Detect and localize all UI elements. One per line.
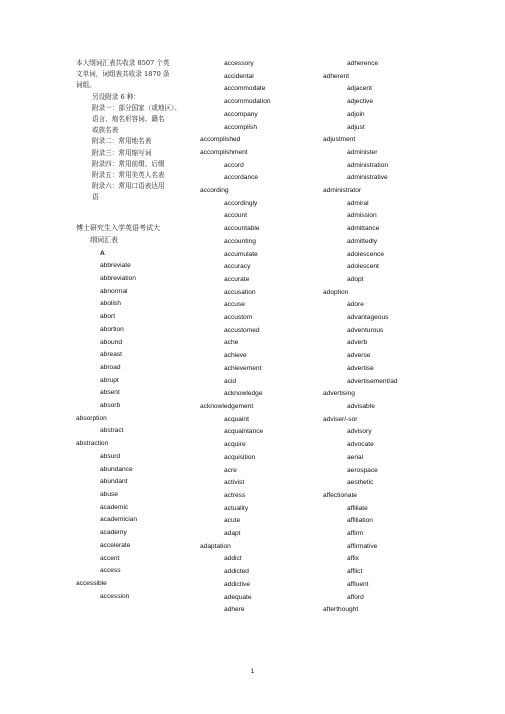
vocab-word: administrative xyxy=(347,174,388,182)
vocab-word: accustomed xyxy=(224,326,260,334)
word-list-3 xyxy=(323,58,453,617)
vocab-word: addictive xyxy=(224,580,251,588)
vocab-word: academic xyxy=(100,503,129,511)
intro-text xyxy=(76,58,196,204)
vocab-word: abbreviate xyxy=(100,262,131,270)
vocab-word: addicted xyxy=(224,568,249,576)
vocab-word: affluent xyxy=(347,580,369,588)
vocab-word: admittance xyxy=(347,225,380,233)
vocab-word: academy xyxy=(100,529,127,537)
vocab-word: accessory xyxy=(224,60,254,67)
section-title-line-1: 博士研究生入学英语考试大 xyxy=(76,223,160,232)
vocab-word: advisable xyxy=(347,402,375,410)
vocab-word: admission xyxy=(347,212,377,220)
right-column xyxy=(323,58,453,617)
vocab-word: accession xyxy=(100,592,130,600)
vocab-word: abstraction xyxy=(76,440,109,448)
vocab-word: abstract xyxy=(100,427,124,435)
vocab-word: accumulate xyxy=(224,250,258,258)
section-title xyxy=(76,222,196,246)
vocab-word: acre xyxy=(224,466,237,474)
vocab-word: accommodate xyxy=(224,85,266,93)
vocab-word: actuality xyxy=(224,504,249,512)
word-list-2 xyxy=(200,58,318,617)
vocab-word: acquaintance xyxy=(224,428,264,436)
intro-line: 附录二：常用地名表 xyxy=(92,137,152,146)
vocab-word: accordingly xyxy=(224,199,258,207)
vocab-word: actress xyxy=(224,491,246,499)
vocab-word: advertise xyxy=(347,364,374,372)
vocab-word: adherence xyxy=(347,60,379,67)
vocab-word: adolescence xyxy=(347,250,385,258)
vocab-word: accelerate xyxy=(100,541,131,549)
vocab-word: achieve xyxy=(224,352,247,360)
vocab-word: activist xyxy=(224,479,245,487)
vocab-word: admittedly xyxy=(347,237,378,245)
vocab-word: absent xyxy=(100,389,120,397)
intro-line: 另设附录 6 种： xyxy=(92,92,140,101)
vocab-word: adequate xyxy=(224,593,252,601)
vocab-word: accuse xyxy=(224,301,245,309)
vocab-word: accommodation xyxy=(224,98,271,106)
vocab-word: adviser/-sor xyxy=(323,415,358,423)
intro-line: 语言、炮名形容词、籍名 xyxy=(92,115,165,124)
vocab-word: adolescent xyxy=(347,263,379,271)
vocab-word: adjust xyxy=(347,123,365,131)
vocab-word: acquisition xyxy=(224,453,256,461)
vocab-word: affirmative xyxy=(347,542,378,550)
vocab-word: account xyxy=(224,212,248,220)
vocab-word: accountable xyxy=(224,225,260,233)
word-list-1 xyxy=(76,248,196,604)
vocab-word: advertisement/ad xyxy=(347,377,398,385)
vocab-word: according xyxy=(200,187,229,195)
vocab-word: adverse xyxy=(347,352,371,360)
vocab-word: abundant xyxy=(100,478,128,486)
vocab-word: afterthought xyxy=(323,606,359,614)
vocab-word: affiliate xyxy=(347,504,368,512)
vocab-word: administrator xyxy=(323,187,362,195)
vocab-word: advertising xyxy=(323,390,355,398)
intro-line: 附录一：部分国家（或地区）、 xyxy=(92,103,182,112)
vocab-word: abroad xyxy=(100,363,121,371)
vocab-word: acquire xyxy=(224,441,246,449)
vocab-word: adaptation xyxy=(200,542,231,550)
vocab-word: academician xyxy=(100,516,138,524)
vocab-word: accusation xyxy=(224,288,256,296)
vocab-word: adhere xyxy=(224,606,245,614)
vocab-word: abort xyxy=(100,313,116,321)
vocab-word: abolish xyxy=(100,300,121,308)
vocab-word: acquaint xyxy=(224,415,249,423)
vocab-word: advisory xyxy=(347,428,372,436)
intro-line: 本大纲词汇表共收录 8507 个英 xyxy=(76,59,170,67)
intro-line: 语 xyxy=(92,193,99,202)
vocab-word: acute xyxy=(224,517,241,525)
vocab-word: accord xyxy=(224,161,244,169)
intro-line: 词组。 xyxy=(76,81,96,90)
vocab-word: addict xyxy=(224,555,242,563)
vocab-word: aerial xyxy=(347,453,364,461)
vocab-word: adjustment xyxy=(323,136,356,144)
vocab-word: abundance xyxy=(100,465,133,473)
vocab-word: abreast xyxy=(100,351,122,359)
vocab-word: accomplished xyxy=(200,136,241,144)
vocab-word: abrupt xyxy=(100,376,119,384)
intro-line: 或族名表 xyxy=(92,126,119,135)
vocab-word: accompany xyxy=(224,110,258,118)
vocab-word: accessible xyxy=(76,579,107,587)
middle-column xyxy=(200,58,318,617)
vocab-word: ache xyxy=(224,339,239,347)
vocab-word: adjective xyxy=(347,98,374,106)
vocab-word: affiliation xyxy=(347,517,373,525)
vocab-word: affix xyxy=(347,555,359,563)
vocab-word: accounting xyxy=(224,237,256,245)
intro-line: 文单词，词组表共收录 1870 条 xyxy=(76,70,170,79)
vocab-word: absorb xyxy=(100,402,121,410)
vocab-word: achievement xyxy=(224,364,262,372)
vocab-word: adherent xyxy=(323,72,350,80)
section-title-line-2: 纲词汇表 xyxy=(90,235,118,244)
letter-heading: A xyxy=(100,249,105,257)
vocab-word: afflict xyxy=(347,568,363,576)
vocab-word: administration xyxy=(347,161,389,169)
vocab-word: accuracy xyxy=(224,263,251,271)
left-column xyxy=(76,58,196,603)
vocab-word: adjoin xyxy=(347,110,365,118)
vocab-word: adoption xyxy=(323,288,349,296)
vocab-word: aesthetic xyxy=(347,479,374,487)
vocab-word: accent xyxy=(100,554,120,562)
vocab-word: acid xyxy=(224,377,237,385)
vocab-word: abound xyxy=(100,338,123,346)
intro-line: 附录四：常用前缀、后缀 xyxy=(92,159,165,168)
intro-line: 附录六：常用口语表达用 xyxy=(92,182,165,191)
vocab-word: abuse xyxy=(100,491,118,498)
vocab-word: accustom xyxy=(224,314,253,322)
page-number: 1 xyxy=(250,668,255,675)
vocab-word: absorption xyxy=(76,414,107,422)
vocab-word: adopt xyxy=(347,275,364,283)
vocab-word: accordance xyxy=(224,174,259,182)
vocab-word: advantageous xyxy=(347,314,389,322)
vocab-word: abnormal xyxy=(100,287,128,295)
vocab-word: adore xyxy=(347,301,364,309)
vocab-word: aerospace xyxy=(347,466,378,474)
vocab-word: accidental xyxy=(224,72,254,80)
vocab-word: accomplish xyxy=(224,123,257,131)
vocab-word: afford xyxy=(347,593,364,601)
vocab-word: adjacent xyxy=(347,85,372,93)
vocab-word: accomplishment xyxy=(200,148,248,156)
vocab-word: administer xyxy=(347,148,378,156)
vocab-word: affirm xyxy=(347,530,364,538)
vocab-word: absurd xyxy=(100,452,121,460)
vocab-word: abbreviation xyxy=(100,275,136,283)
vocab-word: adventurous xyxy=(347,326,384,334)
vocab-word: adapt xyxy=(224,530,241,538)
intro-line: 附录三：常用缩写词 xyxy=(92,148,152,157)
vocab-word: admiral xyxy=(347,199,369,207)
vocab-word: affectionate xyxy=(323,491,357,499)
vocab-word: adverb xyxy=(347,339,368,347)
intro-line: 附录五：常用美英人名表 xyxy=(92,171,165,180)
vocab-word: advocate xyxy=(347,441,374,449)
vocab-word: abortion xyxy=(100,325,124,333)
vocab-word: acknowledge xyxy=(224,390,263,398)
vocab-word: acknowledgement xyxy=(200,402,254,410)
vocab-word: access xyxy=(100,567,121,575)
vocab-word: accurate xyxy=(224,275,250,283)
